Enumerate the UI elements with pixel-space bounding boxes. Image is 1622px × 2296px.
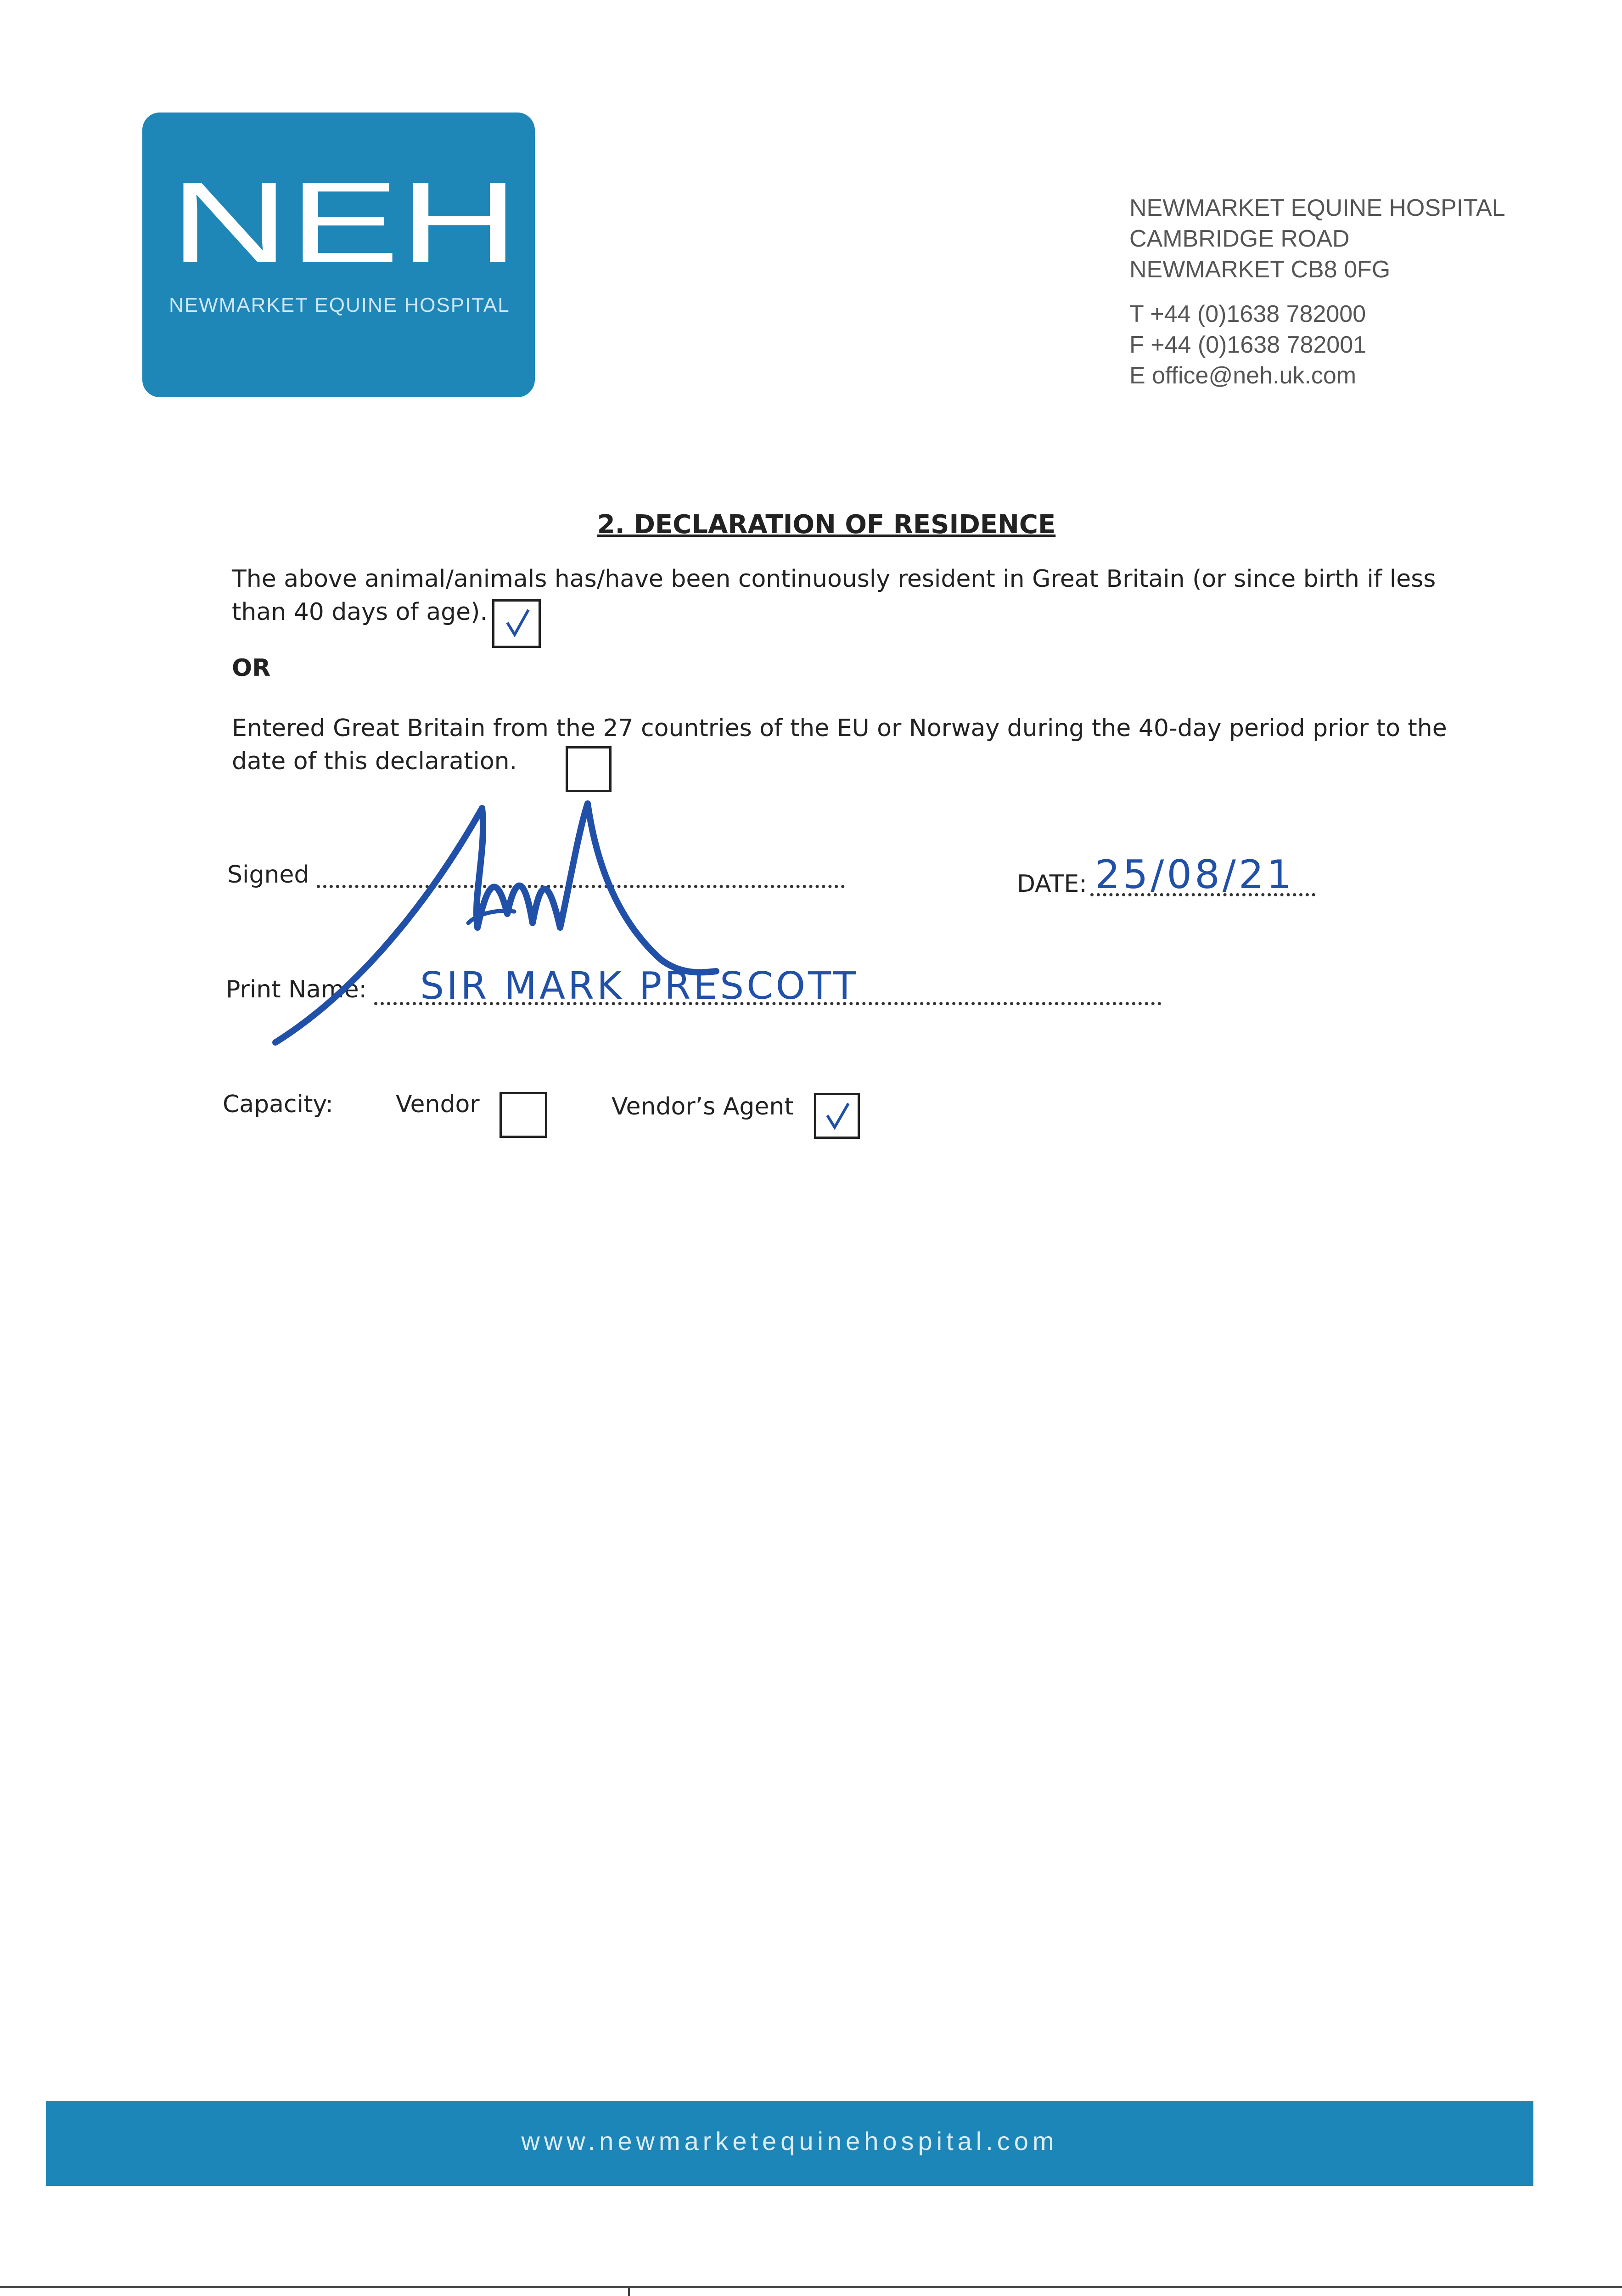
address-line-1: NEWMARKET EQUINE HOSPITAL: [1129, 195, 1505, 221]
phone-number: T +44 (0)1638 782000: [1129, 301, 1366, 327]
vendor-label: Vendor: [396, 1091, 480, 1118]
vendors-agent-checkbox[interactable]: [814, 1093, 860, 1139]
page-edge-tick: [628, 2286, 630, 2296]
date-label: DATE:: [1017, 870, 1087, 898]
document-title: 2. DECLARATION OF RESIDENCE: [597, 510, 1056, 540]
date-value[interactable]: 25/08/21: [1095, 852, 1295, 898]
resident-statement: The above animal/animals has/have been continuously resident in Great Britain (or since birth if less than 40 days of age).: [232, 565, 1436, 626]
footer-website-link[interactable]: www.newmarketequinehospital.com: [521, 2127, 1058, 2155]
handwritten-signature: [257, 776, 992, 1061]
svg-text:NEH: NEH: [170, 181, 519, 273]
vendor-checkbox[interactable]: [500, 1092, 547, 1138]
footer-banner: [46, 2101, 1533, 2186]
resident-checkbox[interactable]: [492, 599, 541, 648]
print-name-value[interactable]: SIR MARK PRESCOTT: [420, 964, 859, 1008]
signed-label: Signed: [227, 861, 309, 889]
vendors-agent-label: Vendor’s Agent: [612, 1093, 794, 1120]
email-address: E office@neh.uk.com: [1129, 362, 1357, 389]
page-edge-line: [0, 2286, 1622, 2288]
checkmark-icon: [494, 602, 539, 646]
fax-number: F +44 (0)1638 782001: [1129, 332, 1367, 358]
neh-logo: [142, 113, 535, 397]
address-block: [1129, 193, 1543, 391]
address-line-2: CAMBRIDGE ROAD: [1129, 225, 1350, 252]
entered-statement: Entered Great Britain from the 27 countries of the EU or Norway during the 40-day period prior to the date of this declaration.: [232, 715, 1447, 775]
or-separator: OR: [232, 654, 271, 682]
address-line-3: NEWMARKET CB8 0FG: [1129, 256, 1391, 283]
logo-subtitle: NEWMARKET EQUINE HOSPITAL: [169, 294, 510, 316]
capacity-label: Capacity:: [223, 1091, 333, 1118]
print-name-label: Print Name:: [226, 976, 367, 1003]
neh-logo-letters: [170, 181, 519, 273]
checkmark-icon: [816, 1095, 858, 1137]
